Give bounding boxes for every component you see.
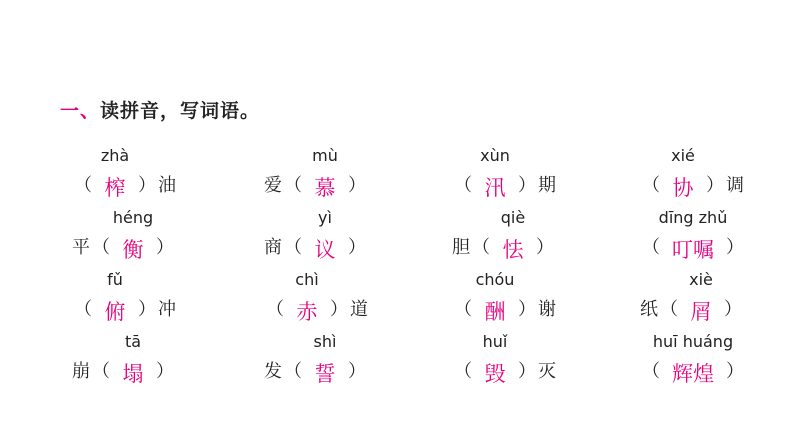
open-paren: （ (454, 361, 472, 382)
suffix-char: 谢 (538, 299, 556, 320)
close-paren: ） (518, 175, 536, 196)
open-paren: （ (74, 299, 92, 320)
suffix-char: 冲 (158, 299, 176, 320)
answer-text: 叮嘱 (672, 238, 714, 262)
pinyin-text: dīng zhǔ (658, 208, 728, 227)
prefix-char: 平 (72, 237, 90, 258)
close-paren: ） (348, 175, 366, 196)
open-paren: （ (74, 175, 92, 196)
item-line (264, 352, 368, 388)
item-line (72, 228, 176, 264)
prefix-char: 商 (264, 237, 282, 258)
close-paren: ） (536, 237, 554, 258)
prefix-char: 爱 (264, 175, 282, 196)
item-line (72, 290, 176, 326)
answer-text: 俯 (104, 300, 126, 324)
suffix-char: 油 (158, 175, 176, 196)
pinyin-text: huī huáng (652, 332, 734, 351)
pinyin-text: xùn (480, 146, 510, 165)
close-paren: ） (138, 299, 156, 320)
open-paren: （ (660, 299, 678, 320)
item-line (72, 352, 176, 388)
pinyin-text: xié (671, 146, 695, 165)
pinyin-text: chóu (475, 270, 515, 289)
answer-text: 榨 (104, 176, 126, 200)
answer-text: 衡 (122, 238, 144, 262)
pinyin-text: mù (312, 146, 338, 165)
item-line (640, 290, 744, 326)
open-paren: （ (284, 175, 302, 196)
item-line (452, 166, 556, 202)
close-paren: ） (706, 175, 724, 196)
pinyin-text: xiè (689, 270, 713, 289)
pinyin-text: huǐ (482, 332, 508, 351)
open-paren: （ (284, 237, 302, 258)
suffix-char: 灭 (538, 361, 556, 382)
item-line (452, 290, 556, 326)
answer-text: 誓 (314, 362, 336, 386)
close-paren: ） (330, 299, 348, 320)
answer-text: 塌 (122, 362, 144, 386)
pinyin-text: tā (124, 332, 142, 351)
close-paren: ） (726, 237, 744, 258)
answer-text: 屑 (690, 300, 712, 324)
item-line (640, 228, 746, 264)
item-line (640, 166, 744, 202)
prefix-char: 胆 (452, 237, 470, 258)
pinyin-text: zhà (100, 146, 130, 165)
suffix-char: 调 (726, 175, 744, 196)
open-paren: （ (472, 237, 490, 258)
open-paren: （ (284, 361, 302, 382)
answer-text: 怯 (502, 238, 524, 262)
prefix-char: 纸 (640, 299, 658, 320)
pinyin-text: héng (112, 208, 154, 227)
answer-text: 辉煌 (672, 362, 714, 386)
section-title (60, 96, 260, 123)
close-paren: ） (348, 237, 366, 258)
close-paren: ） (518, 299, 536, 320)
open-paren: （ (642, 361, 660, 382)
answer-text: 酬 (484, 300, 506, 324)
item-line (264, 228, 368, 264)
close-paren: ） (156, 361, 174, 382)
open-paren: （ (266, 299, 284, 320)
item-line (264, 166, 368, 202)
open-paren: （ (454, 299, 472, 320)
answer-text: 汛 (484, 176, 506, 200)
open-paren: （ (92, 361, 110, 382)
answer-text: 毁 (484, 362, 506, 386)
suffix-char: 道 (350, 299, 368, 320)
close-paren: ） (518, 361, 536, 382)
close-paren: ） (726, 361, 744, 382)
prefix-char: 崩 (72, 361, 90, 382)
item-line (264, 290, 368, 326)
section-instruction: 读拼音，写词语。 (100, 100, 261, 122)
close-paren: ） (138, 175, 156, 196)
prefix-char: 发 (264, 361, 282, 382)
item-line (72, 166, 176, 202)
answer-text: 赤 (296, 300, 318, 324)
section-number: 一、 (60, 100, 101, 122)
pinyin-text: yì (318, 208, 332, 227)
close-paren: ） (156, 237, 174, 258)
open-paren: （ (642, 237, 660, 258)
open-paren: （ (454, 175, 472, 196)
open-paren: （ (642, 175, 660, 196)
open-paren: （ (92, 237, 110, 258)
pinyin-text: shì (313, 332, 337, 351)
answer-text: 协 (672, 176, 694, 200)
close-paren: ） (348, 361, 366, 382)
pinyin-text: fǔ (107, 270, 123, 289)
answer-text: 慕 (314, 176, 336, 200)
close-paren: ） (724, 299, 742, 320)
item-line (452, 228, 556, 264)
pinyin-text: qiè (500, 208, 526, 227)
suffix-char: 期 (538, 175, 556, 196)
answer-text: 议 (314, 238, 336, 262)
pinyin-text: chì (295, 270, 319, 289)
item-line (452, 352, 556, 388)
item-line (640, 352, 746, 388)
